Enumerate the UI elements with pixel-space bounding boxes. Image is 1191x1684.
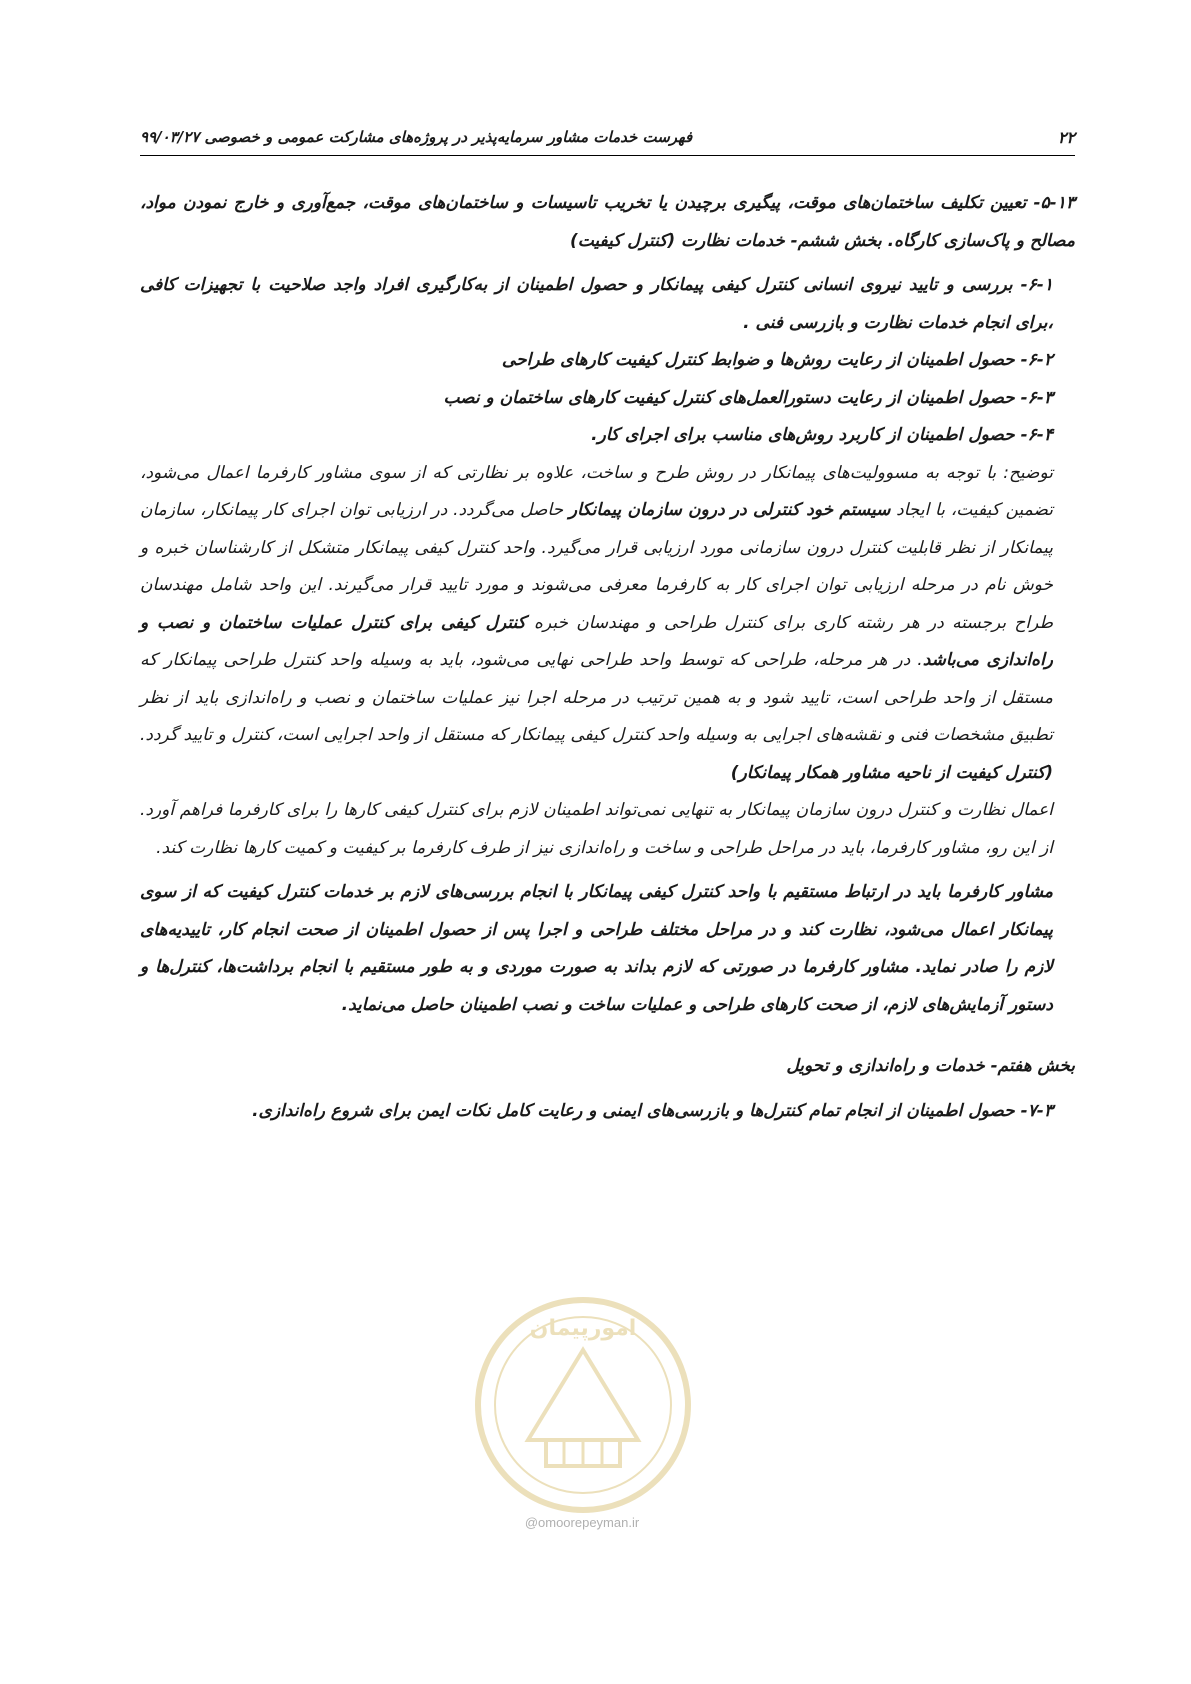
section6-item-4: ۶-۴- حصول اطمینان از کاربرد روش‌های مناسب برای اجرای کار.: [591, 425, 1053, 445]
consultant-paragraph: مشاور کارفرما باید در ارتباط مستقیم با واحد کنترل کیفی پیمانکار با انجام بررسی‌های لازم بر خدمات کنترل کیفیت که از سوی پیمانکار اعمال می‌شود، نظارت کند و در مراحل مختلف طراحی و اجرا پس از حصول اطمینان از صحت انجام کار، تاییدیه‌های لازم را صادر نماید. مشاور کارفرما در صورتی که لازم بداند به صورت موردی و به طور مستقیم با انجام برداشت‌ها، کنترل‌ها و دستور آزمایش‌های لازم، از صحت کارهای طراحی و عملیات ساخت و نصب اطمینان حاصل می‌نماید.: [140, 882, 1053, 1015]
explanation-text-a: توضیح: با توجه به مسوولیت‌های پیمانکار در روش طرح و ساخت، علاوه بر نظارتی که از سوی مشاور کارفرما اعمال می‌شود، تضمین کیفیت، با ایجاد: [140, 462, 1053, 520]
page-number: ۲۲: [1057, 128, 1075, 147]
section7-item-3: ۷-۳- حصول اطمینان از انجام تمام کنترل‌ها و بازرسی‌های ایمنی و رعایت کامل نکات ایمن برای شروع راه‌اندازی.: [252, 1100, 1053, 1121]
document-body: [140, 185, 1075, 1130]
header-rule: [140, 155, 1075, 156]
explanation-bold-3: (کنترل کیفیت از ناحیه مشاور همکار پیمانکار): [730, 762, 1053, 783]
watermark-logo: [468, 1290, 698, 1520]
explanation-paragraph-2: اعمال نظارت و کنترل درون سازمان پیمانکار به تنهایی نمی‌تواند اطمینان لازم برای کنترل کیفی کارها را برای کارفرما فراهم آورد. از این رو، مشاور کارفرما، باید در مراحل طراحی و ساخت و راه‌اندازی نیز از طرف کارفرما بر کیفیت و کمیت کارها نظارت کند.: [140, 800, 1053, 858]
explanation-text-b: حاصل می‌گردد. در ارزیابی توان اجرای کار پیمانکار، سازمان پیمانکار از نظر قابلیت کنترل درون سازمانی مورد ارزیابی قرار می‌گیرد. واحد کنترل کیفی پیمانکار متشکل از کارشناسان خبره و خوش نام در مرحله ارزیابی توان اجرای کار به کارفرما معرفی می‌شوند و مورد تایید قرار می‌گیرند. این واحد شامل مهندسان طراح برجسته در هر رشته کاری برای کنترل طراحی و مهندسان خبره: [140, 500, 1054, 633]
explanation-bold-1: سیستم خود کنترلی در درون سازمان پیمانکار: [568, 500, 891, 520]
explanation-paragraph: [140, 455, 1075, 793]
explanation-text-c: . در هر مرحله، طراحی که توسط واحد طراحی نهایی می‌شود، باید به وسیله واحد کنترل طراحی پیمانکار که مستقل از واحد طراحی است، تایید شود و به همین ترتیب در مرحله اجرا نیز عملیات ساختمان و نصب و راه‌اندازی باید از نظر تطبیق مشخصات فنی و نقشه‌های اجرایی به وسیله واحد کنترل کیفی پیمانکار که مستقل از واحد اجرایی است، کنترل و تایید گردد.: [140, 650, 1053, 745]
watermark-logo-text: امورپیمان: [529, 1316, 637, 1341]
explanation-bold-2: کنترل کیفی برای کنترل عملیات ساختمان و نصب و راه‌اندازی می‌باشد: [140, 612, 1053, 670]
section6-item-3: ۶-۳- حصول اطمینان از رعایت دستورالعمل‌های کنترل کیفیت کارهای ساختمان و نصب: [443, 387, 1053, 408]
page-header: [140, 128, 1075, 162]
running-title: فهرست خدمات مشاور سرمایه‌پذیر در پروژه‌های مشارکت عمومی و خصوصی ۹۹/۰۳/۲۷: [140, 128, 693, 146]
watermark-site: @omoorepeyman.ir: [524, 1515, 640, 1530]
section6-item-1: ۶-۱- بررسی و تایید نیروی انسانی کنترل کیفی پیمانکار و حصول اطمینان از به‌کارگیری افراد واجد صلاحیت با تجهیزات کافی ،برای انجام خدمات نظارت و بازرسی فنی .: [140, 275, 1053, 333]
section6-item-2: ۶-۲- حصول اطمینان از رعایت روش‌ها و ضوابط کنترل کیفیت کارهای طراحی: [501, 350, 1053, 370]
section5-item-13: ۵-۱۳- تعیین تکلیف ساختمان‌های موقت، پیگیری برچیدن یا تخریب تاسیسات و ساختمان‌های موقت، جمع‌آوری و خارج نمودن مواد، مصالح و پاک‌سازی کارگاه. بخش ششم- خدمات نظارت (کنترل کیفیت): [140, 193, 1075, 251]
section7-heading: بخش هفتم- خدمات و راه‌اندازی و تحویل: [786, 1056, 1075, 1076]
